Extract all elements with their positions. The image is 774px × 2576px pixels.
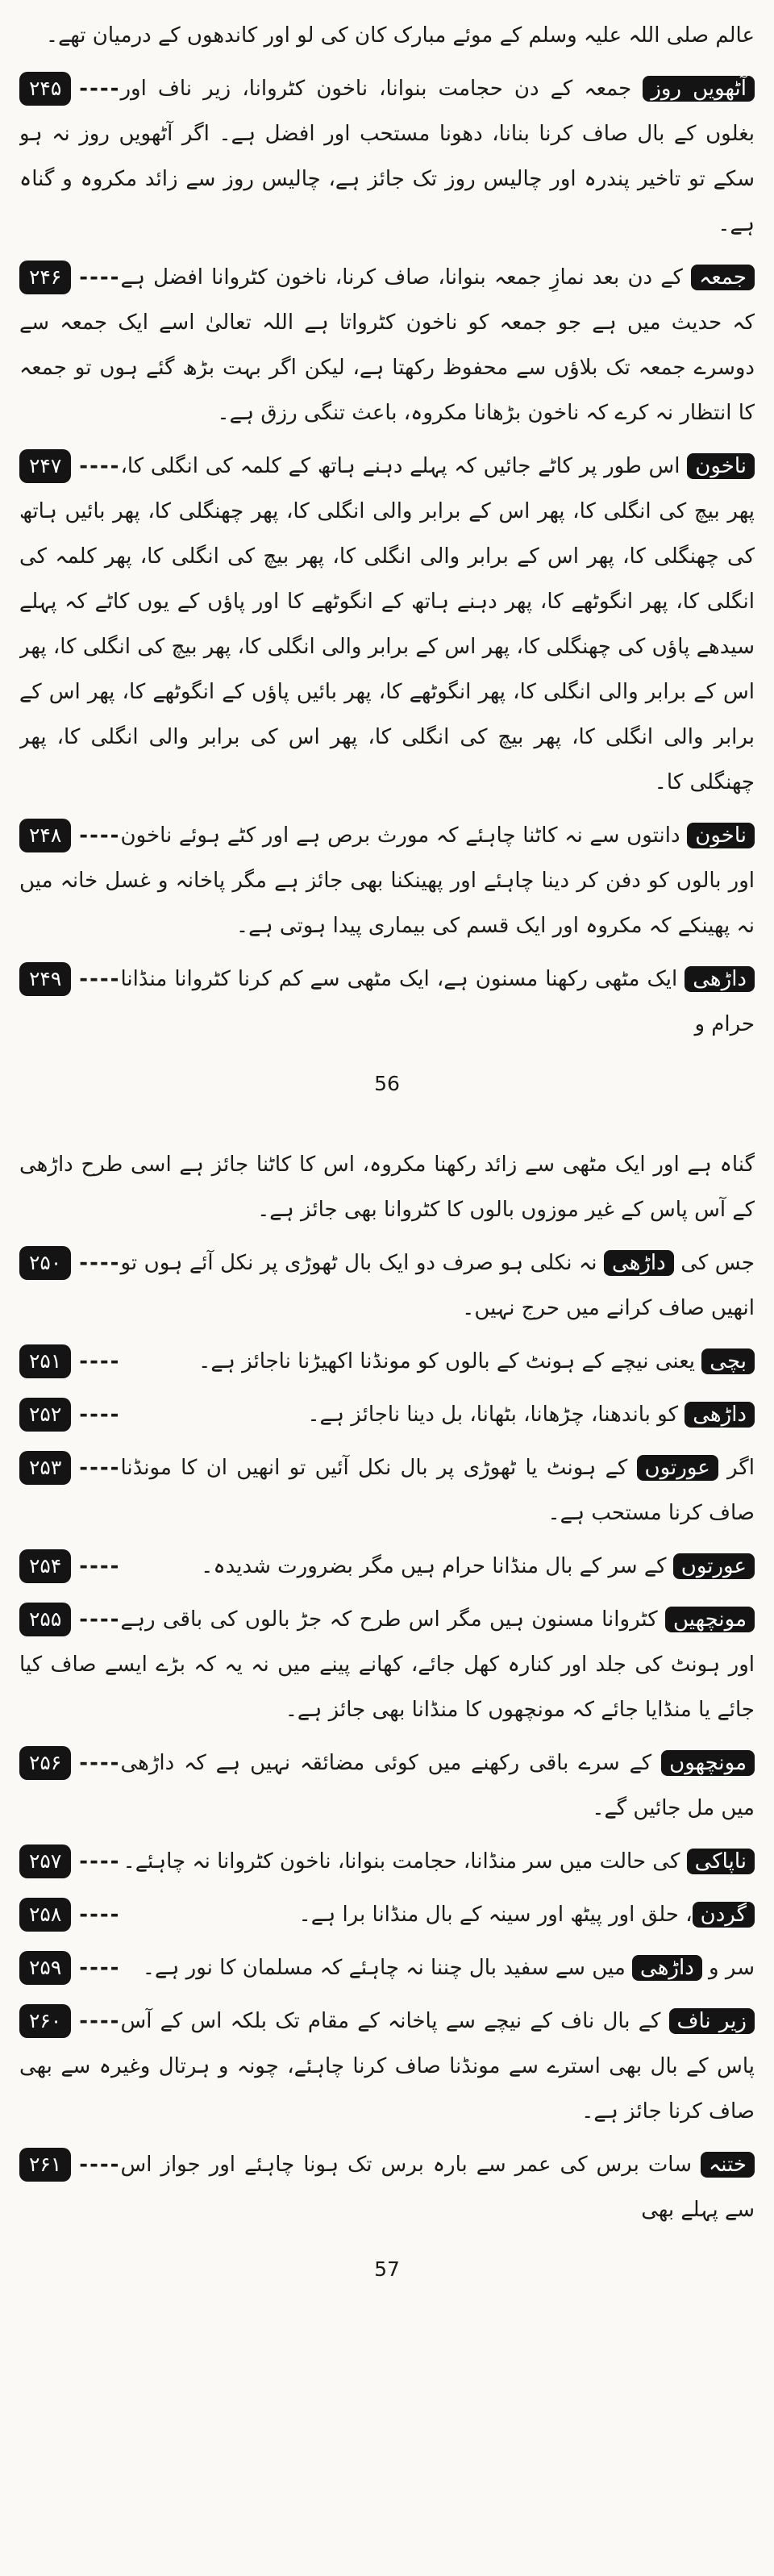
masla-lead: [19, 1544, 120, 1589]
masla-item-257: [19, 1839, 755, 1884]
masla-lead: [19, 1999, 120, 2044]
masla-item-256: [19, 1740, 755, 1831]
masla-item-252: [19, 1392, 755, 1437]
masla-text: کے ہونٹ یا ٹھوڑی پر بال نکل آئیں تو انھیں ان کا مونڈنا صاف کرنا مستحب ہے۔: [120, 1456, 755, 1525]
masla-separator-dashes: ----: [79, 1607, 121, 1632]
masla-lead: [19, 1892, 120, 1937]
masla-keyword-highlight: ختنہ: [701, 2152, 755, 2178]
masla-keyword-highlight: زیر ناف: [669, 2008, 755, 2034]
masla-keyword-highlight: ناپاکی: [687, 1849, 755, 1874]
masla-separator-dashes: ----: [79, 1956, 121, 1980]
masla-keyword-highlight: گردن: [693, 1902, 755, 1928]
masla-item-253: [19, 1445, 755, 1536]
masla-number-badge: ۲۶۰: [19, 2004, 71, 2038]
masla-lead: [19, 255, 120, 300]
masla-separator-dashes: ----: [79, 1251, 121, 1275]
masla-item-261: [19, 2142, 755, 2232]
masla-keyword-highlight: داڑھی: [685, 1402, 755, 1428]
masla-lead: [19, 1392, 120, 1437]
masla-keyword-highlight: داڑھی: [685, 966, 755, 992]
masla-separator-dashes: ----: [79, 454, 121, 478]
masla-text: دانتوں سے نہ کاٹنا چاہئے کہ مورث برص ہے اور کٹے ہوئے ناخون اور بالوں کو دفن کر دینا چاہئے اور پھینکنا بھی جائز ہے مگر پاخانہ و غسل خانہ میں نہ پھینکے کہ مکروہ اور ایک قسم کی بیماری پیدا ہوتی ہے۔: [19, 823, 755, 938]
masla-separator-dashes: ----: [79, 823, 121, 848]
masla-text: کے سر کے بال منڈانا حرام ہیں مگر بضرورت شدیدہ۔: [201, 1554, 673, 1578]
masla-lead: [19, 813, 120, 858]
masla-number-badge: ۲۴۸: [19, 819, 71, 852]
masla-keyword-highlight: آٹھویں روز: [643, 76, 755, 102]
masla-separator-dashes: ----: [79, 77, 121, 101]
masla-item-251: [19, 1339, 755, 1384]
masla-keyword-highlight: داڑھی: [632, 1955, 702, 1981]
masla-keyword-highlight: مونچھوں: [661, 1750, 755, 1776]
masla-text-pre: جس کی: [673, 1251, 755, 1275]
masla-text: ، حلق اور پیٹھ اور سینہ کے بال منڈانا برا ہے۔: [298, 1903, 693, 1927]
masla-keyword-highlight: بچی: [701, 1348, 755, 1374]
masla-text: ایک مٹھی رکھنا مسنون ہے، ایک مٹھی سے کم کرنا کٹروانا منڈانا حرام و: [120, 967, 755, 1036]
masla-item-245: [19, 66, 755, 247]
page-number-56: 56: [374, 1072, 400, 1095]
masla-text: جمعہ کے دن حجامت بنوانا، ناخون کٹروانا، زیر ناف اور بغلوں کے بال صاف کرنا بنانا، دھونا مستحب اور افضل ہے۔ اگر آٹھویں روز نہ ہو سکے تو تاخیر پندرہ اور چالیس روز تک جائز ہے، چالیس روز سے زائد مکروہ و گناہ ہے۔: [19, 77, 755, 236]
masla-separator-dashes: ----: [79, 1903, 121, 1927]
masla-lead: [19, 1445, 120, 1490]
masla-text: نہ نکلی ہو صرف دو ایک بال ٹھوڑی پر نکل آئے ہوں تو انھیں صاف کرانے میں حرج نہیں۔: [120, 1251, 755, 1320]
masla-keyword-highlight: عورتوں: [637, 1455, 718, 1481]
masla-keyword-highlight: ناخون: [687, 823, 755, 848]
masla-separator-dashes: ----: [79, 1849, 121, 1874]
masla-text-pre: سر و: [701, 1956, 755, 1980]
masla-text: اس طور پر کاٹے جائیں کہ پہلے دہنے ہاتھ کے کلمہ کی انگلی کا، پھر بیچ کی انگلی کا، پھر اس کے برابر والی انگلی کا، پھر چھنگلی کا، پھر بائیں ہاتھ کی چھنگلی کا، پھر اس کے برابر والی انگلی کا، پھر بیچ کی انگلی کا، پھر کلمہ کی انگلی کا، پھر انگوٹھے کا، پھر دہنے ہاتھ کے انگوٹھے کا اور پاؤں کے یوں کاٹے کہ پہلے سیدھے پاؤں کی چھنگلی کا، پھر اس کے برابر والی انگلی کا، پھر بیچ کی انگلی کا، پھر اس کے برابر والی انگلی کا، پھر انگوٹھے کا، پھر بائیں پاؤں کے انگوٹھے کا، پھر اس کے برابر والی انگلی کا، پھر بیچ کی انگلی کا، پھر اس کی برابر والی انگلی کا، پھر چھنگلی کا۔: [19, 454, 755, 794]
masla-number-badge: ۲۵۹: [19, 1951, 71, 1985]
masla-number-badge: ۲۶۱: [19, 2148, 71, 2182]
masla-item-246: [19, 255, 755, 436]
masla-keyword-highlight: جمعہ: [691, 265, 755, 290]
masla-text: کے سرے باقی رکھنے میں کوئی مضائقہ نہیں ہے کہ داڑھی میں مل جائیں گے۔: [120, 1751, 755, 1820]
book-page-57: [19, 1142, 755, 2286]
masla-separator-dashes: ----: [79, 1456, 121, 1480]
page-number-57: 57: [374, 2257, 400, 2281]
masla-separator-dashes: ----: [79, 1349, 121, 1373]
masla-number-badge: ۲۵۶: [19, 1746, 71, 1780]
masla-number-badge: ۲۵۵: [19, 1603, 71, 1636]
masla-number-badge: ۲۴۵: [19, 72, 71, 106]
masla-separator-dashes: ----: [79, 265, 121, 290]
masla-lead: [19, 1945, 120, 1990]
masla-text: میں سے سفید بال چننا نہ چاہئے کہ مسلمان کا نور ہے۔: [142, 1956, 633, 1980]
masla-text: کے بال ناف کے نیچے سے پاخانہ کے مقام تک بلکہ اس کے آس پاس کے بال بھی استرے سے مونڈنا صاف کرنا چاہئے، چونہ و ہرتال وغیرہ سے بھی صاف کرنا جائز ہے۔: [19, 2009, 755, 2124]
masla-text: کے دن بعد نمازِ جمعہ بنوانا، صاف کرنا، ناخون کٹروانا افضل ہے کہ حدیث میں ہے جو جمعہ کو ناخون کٹرواتا ہے اللہ تعالیٰ اسے ایک جمعہ سے دوسرے جمعہ تک بلاؤں سے محفوظ رکھتا ہے، لیکن اگر بہت بڑھ گئے ہوں تو جمعہ کا انتظار نہ کرے کہ ناخون بڑھانا مکروہ، باعث تنگی رزق ہے۔: [19, 265, 755, 425]
masla-separator-dashes: ----: [79, 2009, 121, 2033]
masla-keyword-highlight: عورتوں: [673, 1553, 755, 1579]
continuation-paragraph: گناہ ہے اور ایک مٹھی سے زائد رکھنا مکروہ، اس کا کاٹنا جائز ہے اسی طرح داڑھی کے آس پاس کے غیر موزوں بالوں کا کٹروانا بھی جائز ہے۔: [19, 1153, 755, 1222]
masla-number-badge: ۲۵۲: [19, 1398, 71, 1432]
masla-item-255: [19, 1597, 755, 1732]
masla-lead: [19, 1339, 120, 1384]
masla-lead: [19, 1597, 120, 1642]
masla-number-badge: ۲۵۸: [19, 1898, 71, 1932]
masla-separator-dashes: ----: [79, 2153, 121, 2177]
masla-number-badge: ۲۵۰: [19, 1246, 71, 1280]
masla-keyword-highlight: ناخون: [687, 453, 755, 479]
masla-text: یعنی نیچے کے ہونٹ کے بالوں کو مونڈنا اکھیڑنا ناجائز ہے۔: [198, 1349, 702, 1373]
masla-item-250: [19, 1240, 755, 1331]
masla-lead: [19, 1839, 120, 1884]
intro-paragraph: عالم صلی اللہ علیہ وسلم کے موئے مبارک کان کی لو اور کاندھوں کے درمیان تھے۔: [45, 23, 755, 48]
masla-number-badge: ۲۴۹: [19, 962, 71, 996]
masla-number-badge: ۲۵۱: [19, 1344, 71, 1378]
masla-number-badge: ۲۵۴: [19, 1549, 71, 1583]
masla-separator-dashes: ----: [79, 967, 121, 991]
masla-number-badge: ۲۵۷: [19, 1844, 71, 1878]
masla-text: سات برس کی عمر سے بارہ برس تک ہونا چاہئے اور جواز اس سے پہلے بھی: [120, 2153, 755, 2222]
masla-item-259: [19, 1945, 755, 1990]
masla-text: کٹروانا مسنون ہیں مگر اس طرح کہ جڑ بالوں کی باقی رہے اور ہونٹ کی جلد اور کنارہ کھل جائے، کھانے پینے میں نہ یہ کہ بڑے ایسے صاف کیا جائے یا منڈایا جائے کہ مونچھوں کا منڈانا بھی جائز ہے۔: [19, 1607, 755, 1722]
masla-keyword-highlight: مونچھیں: [665, 1607, 755, 1632]
masla-number-badge: ۲۴۶: [19, 261, 71, 294]
masla-lead: [19, 1240, 120, 1286]
masla-separator-dashes: ----: [79, 1554, 121, 1578]
masla-number-badge: ۲۴۷: [19, 449, 71, 483]
masla-lead: [19, 444, 120, 489]
masla-text: کی حالت میں سر منڈانا، حجامت بنوانا، ناخون کٹروانا نہ چاہئے۔: [123, 1849, 687, 1874]
masla-number-badge: ۲۵۳: [19, 1451, 71, 1485]
masla-keyword-highlight: داڑھی: [604, 1250, 674, 1276]
masla-lead: [19, 957, 120, 1002]
book-page-56: [19, 13, 755, 1100]
masla-item-254: [19, 1544, 755, 1589]
masla-lead: [19, 2142, 120, 2187]
masla-separator-dashes: ----: [79, 1403, 121, 1427]
masla-item-249: [19, 957, 755, 1047]
masla-separator-dashes: ----: [79, 1751, 121, 1775]
masla-item-248: [19, 813, 755, 948]
masla-item-258: [19, 1892, 755, 1937]
masla-text-pre: اگر: [718, 1456, 755, 1480]
masla-lead: [19, 66, 120, 111]
masla-item-260: [19, 1999, 755, 2134]
masla-text: کو باندھنا، چڑھانا، بٹھانا، بل دینا ناجائز ہے۔: [307, 1403, 685, 1427]
masla-lead: [19, 1740, 120, 1786]
masla-item-247: [19, 444, 755, 805]
